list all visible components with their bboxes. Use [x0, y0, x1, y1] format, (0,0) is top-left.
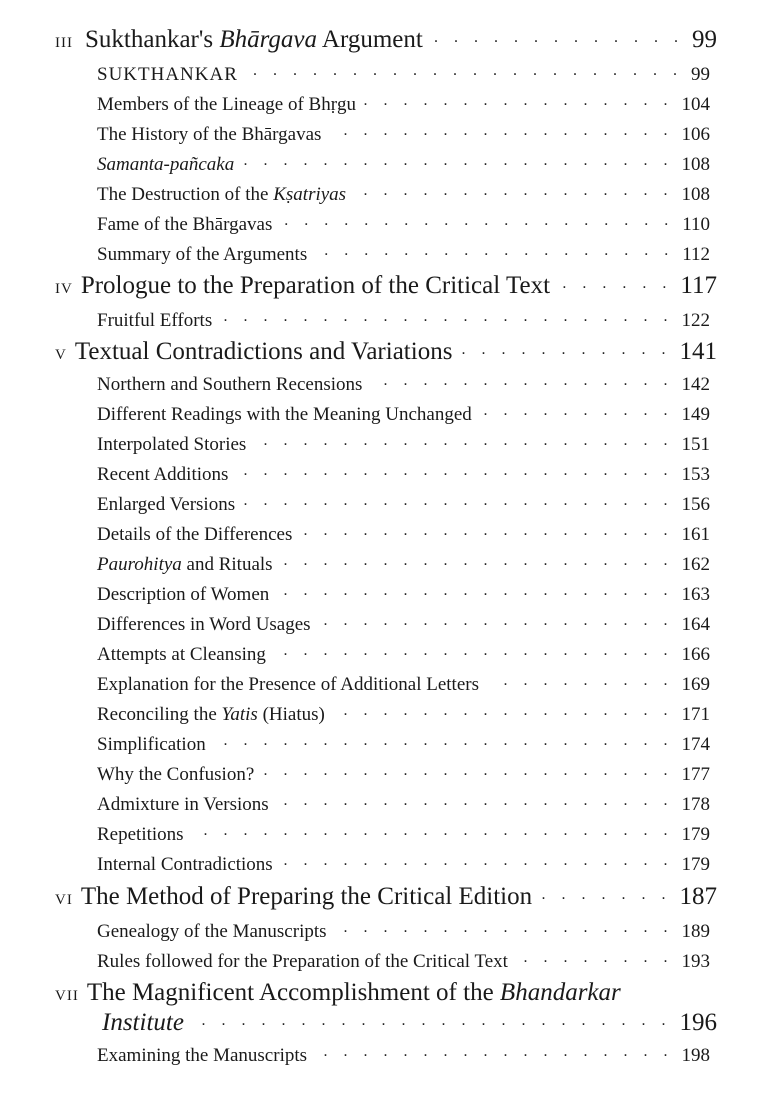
section-entry [97, 949, 710, 973]
leader-dots [214, 732, 674, 750]
section-entry [97, 242, 710, 266]
section-title: Samanta-pañcaka [97, 154, 235, 175]
section-entry [97, 762, 710, 786]
page-number: 166 [681, 644, 710, 665]
section-entry [97, 552, 710, 576]
chapter-number: V [55, 347, 67, 363]
section-title: Explanation for the Presence of Additional Letters [97, 674, 479, 695]
leader-dots [300, 522, 673, 540]
leader-dots [192, 822, 674, 840]
leader-dots [274, 642, 674, 660]
leader-dots [277, 792, 674, 810]
section-entry [97, 919, 710, 943]
page-number: 153 [681, 464, 710, 485]
leader-dots [315, 242, 674, 260]
leader-dots [220, 308, 673, 326]
page-number: 99 [692, 26, 717, 53]
chapter-number: VI [55, 892, 73, 908]
section-title: Why the Confusion? [97, 764, 255, 785]
page-number: 177 [681, 764, 710, 785]
section-title: Description of Women [97, 584, 270, 605]
page-number: 178 [681, 794, 710, 815]
page-number: 151 [681, 434, 710, 455]
page-number: 106 [681, 124, 710, 145]
section-title: Northern and Southern Recensions [97, 374, 363, 395]
section-entry [97, 582, 710, 606]
page-number: 193 [681, 951, 710, 972]
section-title: Different Readings with the Meaning Unchanged [97, 404, 472, 425]
chapter-title-cont: Institute [102, 1009, 184, 1036]
chapter-entry-vii [55, 979, 717, 1007]
leader-dots [236, 462, 673, 480]
section-entry [97, 432, 710, 456]
leader-dots [315, 1043, 673, 1061]
leader-dots [280, 212, 674, 230]
page-number: 162 [681, 554, 710, 575]
section-title: Summary of the Arguments [97, 244, 308, 265]
leader-dots [281, 852, 674, 870]
page-number: 179 [681, 824, 710, 845]
chapter-entry-v [55, 338, 717, 366]
section-entry [97, 372, 710, 396]
section-title: Simplification [97, 734, 206, 755]
page-number: 196 [679, 1009, 717, 1036]
section-title: Members of the Lineage of Bhṛgu [97, 94, 357, 115]
section-entry [97, 702, 710, 726]
chapter-title: The Method of Preparing the Critical Edition [80, 883, 533, 910]
section-title: Paurohitya and Rituals [97, 554, 273, 575]
section-title: Attempts at Cleansing [97, 644, 266, 665]
page-number: 142 [681, 374, 710, 395]
section-title: Internal Contradictions [97, 854, 273, 875]
page-number: 122 [681, 310, 710, 331]
page-number: 179 [681, 854, 710, 875]
section-title: The History of the Bhārgavas [97, 124, 322, 145]
chapter-number: IV [55, 281, 73, 297]
section-entry [97, 612, 710, 636]
leader-dots [333, 702, 674, 720]
page-number: 161 [681, 524, 710, 545]
leader-dots [243, 492, 673, 510]
page-number: 112 [682, 244, 710, 265]
section-entry [97, 732, 710, 756]
page-number: 141 [679, 338, 717, 365]
leader-dots [246, 62, 683, 80]
leader-dots [354, 182, 673, 200]
page-number: 164 [681, 614, 710, 635]
section-entry [97, 462, 710, 486]
leader-dots [335, 919, 674, 937]
page-number: 108 [681, 154, 710, 175]
section-entry [97, 492, 710, 516]
page-number: 99 [691, 64, 710, 85]
chapter-title: The Magnificent Accomplishment of the Bhandarkar [86, 979, 621, 1006]
section-title: Enlarged Versions [97, 494, 236, 515]
leader-dots [319, 612, 674, 630]
section-title: Genealogy of the Manuscripts [97, 921, 327, 942]
leader-dots [487, 672, 674, 690]
section-title: Fame of the Bhārgavas [97, 214, 273, 235]
section-title: Reconciling the Yatis (Hiatus) [97, 704, 325, 725]
chapter-title: Textual Contradictions and Variations [74, 338, 453, 365]
section-entry [97, 822, 710, 846]
chapter-number: VII [55, 988, 79, 1004]
section-entry [97, 212, 710, 236]
section-entry [97, 1043, 710, 1067]
page-number: 163 [681, 584, 710, 605]
leader-dots [281, 552, 674, 570]
page-number: 187 [679, 883, 717, 910]
chapter-title-continuation [102, 1009, 717, 1037]
page-number: 189 [681, 921, 710, 942]
leader-dots [192, 1012, 672, 1030]
chapter-entry-vi [55, 883, 717, 911]
leader-dots [480, 402, 674, 420]
section-entry [97, 62, 710, 86]
leader-dots [254, 432, 673, 450]
section-entry [97, 152, 710, 176]
section-entry [97, 92, 710, 116]
page-number: 149 [681, 404, 710, 425]
leader-dots [516, 949, 674, 967]
section-title: Fruitful Efforts [97, 310, 213, 331]
page-number: 156 [681, 494, 710, 515]
leader-dots [277, 582, 673, 600]
page-number: 104 [681, 94, 710, 115]
chapter-title: Sukthankar's Bhārgava Argument [85, 26, 423, 53]
page-number: 198 [681, 1045, 710, 1066]
section-entry [97, 792, 710, 816]
chapter-number: III [55, 35, 73, 51]
leader-dots [329, 122, 673, 140]
leader-dots [262, 762, 673, 780]
section-entry [97, 182, 710, 206]
section-title: Examining the Manuscripts [97, 1045, 308, 1066]
chapter-entry-iii [55, 26, 717, 54]
page-number: 117 [680, 272, 717, 299]
section-entry [97, 672, 710, 696]
section-title: Repetitions [97, 824, 184, 845]
page-number: 174 [681, 734, 710, 755]
chapter-entry-iv [55, 272, 717, 300]
leader-dots [242, 152, 673, 170]
section-entry [97, 402, 710, 426]
section-title: Differences in Word Usages [97, 614, 311, 635]
page-number: 108 [681, 184, 710, 205]
section-title: SUKTHANKAR [97, 64, 238, 85]
leader-dots [431, 29, 684, 47]
leader-dots [540, 886, 671, 904]
section-title: Interpolated Stories [97, 434, 247, 455]
chapter-title: Prologue to the Preparation of the Critical Text [80, 272, 551, 299]
section-entry [97, 122, 710, 146]
leader-dots [364, 92, 673, 110]
section-entry [97, 642, 710, 666]
section-entry [97, 852, 710, 876]
page-number: 171 [681, 704, 710, 725]
section-entry [97, 522, 710, 546]
leader-dots [460, 341, 671, 359]
leader-dots [558, 275, 672, 293]
section-title: Recent Additions [97, 464, 229, 485]
page-number: 110 [682, 214, 710, 235]
page-number: 169 [681, 674, 710, 695]
section-title: Rules followed for the Preparation of the Critical Text [97, 951, 508, 972]
leader-dots [370, 372, 673, 390]
section-title: Details of the Differences [97, 524, 293, 545]
section-title: The Destruction of the Kṣatriyas [97, 184, 347, 205]
section-title: Admixture in Versions [97, 794, 269, 815]
section-entry [97, 308, 710, 332]
